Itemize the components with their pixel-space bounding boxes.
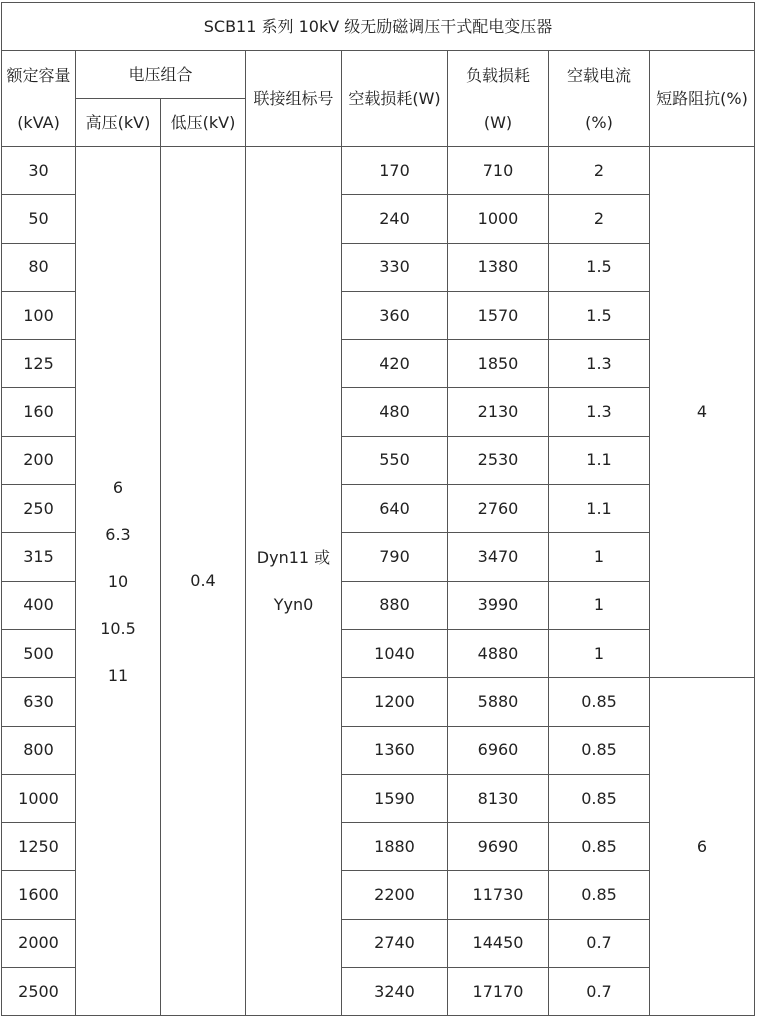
cell-capacity: 630 <box>2 678 76 726</box>
cell-no-load-current: 1.5 <box>549 243 650 291</box>
cell-capacity: 315 <box>2 533 76 581</box>
header-hv: 高压(kV) <box>76 99 161 147</box>
hv-values-list <box>76 464 160 699</box>
cell-capacity: 500 <box>2 629 76 677</box>
cell-no-load-current: 0.85 <box>549 871 650 919</box>
header-capacity-unit: (kVA) <box>17 112 60 132</box>
cell-no-load-current: 2 <box>549 195 650 243</box>
cell-load-loss: 2530 <box>448 436 549 484</box>
cell-load-loss: 1850 <box>448 340 549 388</box>
table-title: SCB11 系列 10kV 级无励磁调压干式配电变压器 <box>2 3 755 51</box>
cell-load-loss: 2760 <box>448 485 549 533</box>
cell-capacity: 50 <box>2 195 76 243</box>
header-connection: 联接组标号 <box>246 51 342 147</box>
connection-values-list <box>246 534 341 628</box>
cell-no-load-loss: 330 <box>342 243 448 291</box>
cell-capacity: 400 <box>2 581 76 629</box>
cell-capacity: 1250 <box>2 823 76 871</box>
cell-no-load-loss: 1040 <box>342 629 448 677</box>
cell-no-load-current: 1 <box>549 581 650 629</box>
cell-load-loss: 9690 <box>448 823 549 871</box>
cell-no-load-current: 0.85 <box>549 726 650 774</box>
cell-capacity: 125 <box>2 340 76 388</box>
cell-no-load-current: 0.7 <box>549 968 650 1016</box>
cell-no-load-loss: 790 <box>342 533 448 581</box>
header-capacity-label: 额定容量 <box>6 65 71 85</box>
cell-capacity: 80 <box>2 243 76 291</box>
cell-no-load-loss: 480 <box>342 388 448 436</box>
cell-no-load-current: 2 <box>549 147 650 195</box>
cell-no-load-loss: 420 <box>342 340 448 388</box>
cell-no-load-loss: 170 <box>342 147 448 195</box>
cell-no-load-current: 1.1 <box>549 436 650 484</box>
cell-no-load-loss: 240 <box>342 195 448 243</box>
cell-capacity: 160 <box>2 388 76 436</box>
header-no-load-current-unit: (%) <box>585 112 613 132</box>
cell-capacity: 250 <box>2 485 76 533</box>
cell-capacity: 800 <box>2 726 76 774</box>
cell-no-load-loss: 1880 <box>342 823 448 871</box>
header-load-loss-unit: (W) <box>483 112 513 132</box>
cell-load-loss: 2130 <box>448 388 549 436</box>
header-impedance: 短路阻抗(%) <box>650 51 755 147</box>
spec-table <box>1 2 755 1016</box>
cell-no-load-current: 1.3 <box>549 388 650 436</box>
cell-capacity: 100 <box>2 291 76 339</box>
cell-no-load-current: 1 <box>549 629 650 677</box>
cell-capacity: 1600 <box>2 871 76 919</box>
cell-no-load-current: 0.7 <box>549 919 650 967</box>
cell-no-load-current: 1.5 <box>549 291 650 339</box>
hv-value: 6.3 <box>105 524 131 544</box>
hv-value: 11 <box>107 665 129 685</box>
cell-load-loss: 1000 <box>448 195 549 243</box>
cell-hv-values <box>76 147 161 1016</box>
cell-no-load-current: 1.3 <box>549 340 650 388</box>
connection-value: Dyn11 或 <box>256 548 331 568</box>
cell-no-load-loss: 2740 <box>342 919 448 967</box>
cell-load-loss: 5880 <box>448 678 549 726</box>
hv-value: 10.5 <box>100 618 136 638</box>
cell-load-loss: 11730 <box>448 871 549 919</box>
cell-load-loss: 3990 <box>448 581 549 629</box>
hv-value: 10 <box>107 571 129 591</box>
cell-lv-value: 0.4 <box>161 147 246 1016</box>
cell-no-load-loss: 1360 <box>342 726 448 774</box>
table-row <box>2 147 755 195</box>
cell-no-load-current: 1.1 <box>549 485 650 533</box>
cell-capacity: 30 <box>2 147 76 195</box>
cell-impedance: 6 <box>650 678 755 1016</box>
cell-capacity: 2000 <box>2 919 76 967</box>
cell-capacity: 2500 <box>2 968 76 1016</box>
cell-capacity: 200 <box>2 436 76 484</box>
header-voltage-group: 电压组合 <box>76 51 246 99</box>
cell-no-load-loss: 1200 <box>342 678 448 726</box>
cell-impedance: 4 <box>650 147 755 678</box>
cell-no-load-current: 0.85 <box>549 774 650 822</box>
cell-load-loss: 14450 <box>448 919 549 967</box>
cell-no-load-loss: 550 <box>342 436 448 484</box>
cell-load-loss: 710 <box>448 147 549 195</box>
cell-no-load-loss: 640 <box>342 485 448 533</box>
cell-no-load-loss: 3240 <box>342 968 448 1016</box>
cell-no-load-loss: 1590 <box>342 774 448 822</box>
connection-value: Yyn0 <box>273 595 314 615</box>
cell-load-loss: 17170 <box>448 968 549 1016</box>
header-no-load-current-label: 空载电流 <box>566 65 631 85</box>
cell-no-load-loss: 2200 <box>342 871 448 919</box>
cell-load-loss: 1380 <box>448 243 549 291</box>
header-load-loss-label: 负载损耗 <box>465 65 530 85</box>
header-no-load-loss: 空载损耗(W) <box>342 51 448 147</box>
cell-capacity: 1000 <box>2 774 76 822</box>
header-capacity <box>2 51 76 147</box>
cell-no-load-current: 0.85 <box>549 823 650 871</box>
cell-load-loss: 1570 <box>448 291 549 339</box>
cell-no-load-loss: 360 <box>342 291 448 339</box>
cell-no-load-current: 1 <box>549 533 650 581</box>
cell-load-loss: 3470 <box>448 533 549 581</box>
cell-load-loss: 8130 <box>448 774 549 822</box>
cell-no-load-current: 0.85 <box>549 678 650 726</box>
cell-load-loss: 4880 <box>448 629 549 677</box>
cell-load-loss: 6960 <box>448 726 549 774</box>
header-no-load-current <box>549 51 650 147</box>
cell-no-load-loss: 880 <box>342 581 448 629</box>
header-lv: 低压(kV) <box>161 99 246 147</box>
hv-value: 6 <box>112 477 124 497</box>
header-load-loss <box>448 51 549 147</box>
cell-connection <box>246 147 342 1016</box>
